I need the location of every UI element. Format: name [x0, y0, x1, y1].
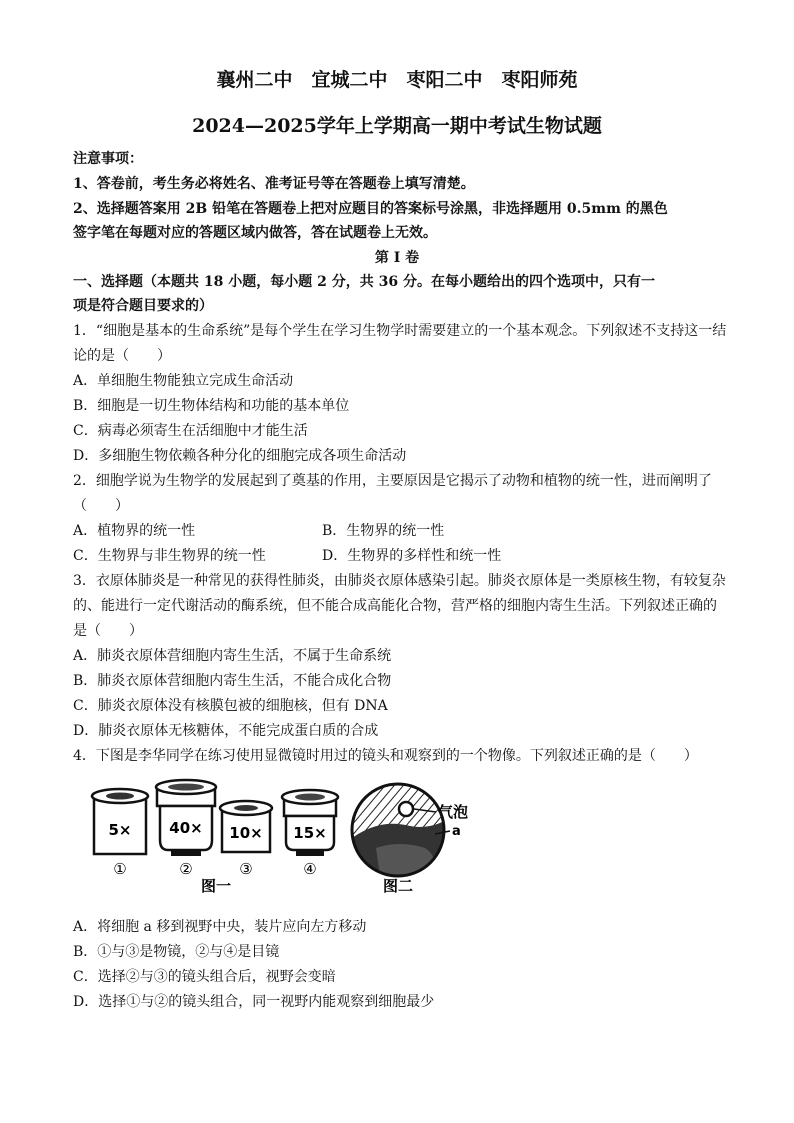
q4-stem: 4．下图是李华同学在练习使用显微镜时用过的镜头和观察到的一个物像。下列叙述正确的是（ ）	[73, 748, 698, 764]
lens-2	[156, 780, 216, 878]
lens-3-num: ③	[239, 860, 253, 878]
q3-option-c: C．肺炎衣原体没有核膜包被的细胞核，但有 DNA	[73, 698, 388, 714]
q4-option-c: C．选择②与③的镜头组合后，视野会变暗	[73, 969, 336, 985]
lens-1	[92, 789, 148, 878]
q1-option-d: D．多细胞生物依赖各种分化的细胞完成各项生命活动	[73, 448, 407, 464]
q3-option-d: D．肺炎衣原体无核糖体，不能完成蛋白质的合成	[73, 723, 379, 739]
lens-3	[220, 801, 272, 878]
q2-option-c: C．生物界与非生物界的统一性	[73, 548, 266, 564]
q1-option-c: C．病毒必须寄生在活细胞中才能生活	[73, 423, 308, 439]
lens-2-mag: 40×	[169, 819, 203, 837]
q3-stem-line1: 3．衣原体肺炎是一种常见的获得性肺炎，由肺炎衣原体感染引起。肺炎衣原体是一类原核生物，有较复杂	[73, 573, 726, 589]
lens-4	[282, 790, 338, 878]
q4-figure	[80, 778, 500, 900]
figure-2-label: 图二	[382, 877, 414, 895]
lens-4-mag: 15×	[293, 824, 327, 842]
q3-stem-line3: 是（ ）	[73, 623, 143, 639]
q3-stem-line2: 的、能进行一定代谢活动的酶系统，但不能合成高能化合物，营严格的细胞内寄生生活。下列叙述正确的	[73, 598, 717, 614]
q4-option-d: D．选择①与②的镜头组合，同一视野内能观察到细胞最少	[73, 994, 435, 1010]
q2-stem-line2: （ ）	[73, 498, 129, 514]
exam-title: 2024—2025学年上学期高一期中考试生物试题	[192, 115, 602, 137]
notice-item-2-line1: 2、选择题答案用 2B 铅笔在答题卷上把对应题目的答案标号涂黑，非选择题用 0.5mm 的黑色	[73, 201, 668, 217]
notice-heading: 注意事项：	[73, 151, 143, 167]
lens-2-num: ②	[179, 860, 193, 878]
q2-option-d: D．生物界的多样性和统一性	[322, 548, 502, 564]
lens-4-num: ④	[303, 860, 317, 878]
q1-stem-line1: 1．“细胞是基本的生命系统”是每个学生在学习生物学时需要建立的一个基本观念。下列叙述不支持这一结	[73, 323, 727, 339]
q2-option-a: A．植物界的统一性	[73, 523, 196, 539]
q3-option-a: A．肺炎衣原体营细胞内寄生生活，不属于生命系统	[73, 648, 392, 664]
q2-stem-line1: 2．细胞学说为生物学的发展起到了奠基的作用，主要原因是它揭示了动物和植物的统一性，进而阐明了	[73, 473, 712, 489]
q2-option-b: B．生物界的统一性	[322, 523, 445, 539]
q4-option-a: A．将细胞 a 移到视野中央，装片应向左方移动	[73, 919, 367, 935]
cell-label: a	[452, 824, 461, 839]
q1-stem-line2: 论的是（ ）	[73, 348, 171, 364]
figure-1-label: 图一	[200, 877, 232, 895]
notice-item-2-line2: 签字笔在每题对应的答题区域内做答，答在试题卷上无效。	[73, 225, 437, 241]
lens-1-mag: 5×	[108, 821, 132, 839]
section-heading-line1: 一、选择题（本题共 18 小题，每小题 2 分，共 36 分。在每小题给出的四个选项中，只有一	[73, 274, 655, 290]
volume-label: 第 I 卷	[374, 250, 420, 266]
schools-header: 襄州二中 宜城二中 枣阳二中 枣阳师苑	[216, 69, 578, 91]
q4-option-b: B．①与③是物镜，②与④是目镜	[73, 944, 280, 960]
notice-item-1: 1、答卷前，考生务必将姓名、准考证号等在答题卷上填写清楚。	[73, 176, 475, 192]
q1-option-a: A．单细胞生物能独立完成生命活动	[73, 373, 294, 389]
bubble-mark	[399, 802, 413, 816]
q3-option-b: B．肺炎衣原体营细胞内寄生生活，不能合成化合物	[73, 673, 392, 689]
q1-option-b: B．细胞是一切生物体结构和功能的基本单位	[73, 398, 350, 414]
section-heading-line2: 项是符合题目要求的）	[73, 298, 213, 314]
lens-1-num: ①	[113, 860, 127, 878]
bubble-label: 气泡	[438, 803, 469, 821]
lens-3-mag: 10×	[229, 824, 263, 842]
microscope-view	[348, 780, 468, 880]
